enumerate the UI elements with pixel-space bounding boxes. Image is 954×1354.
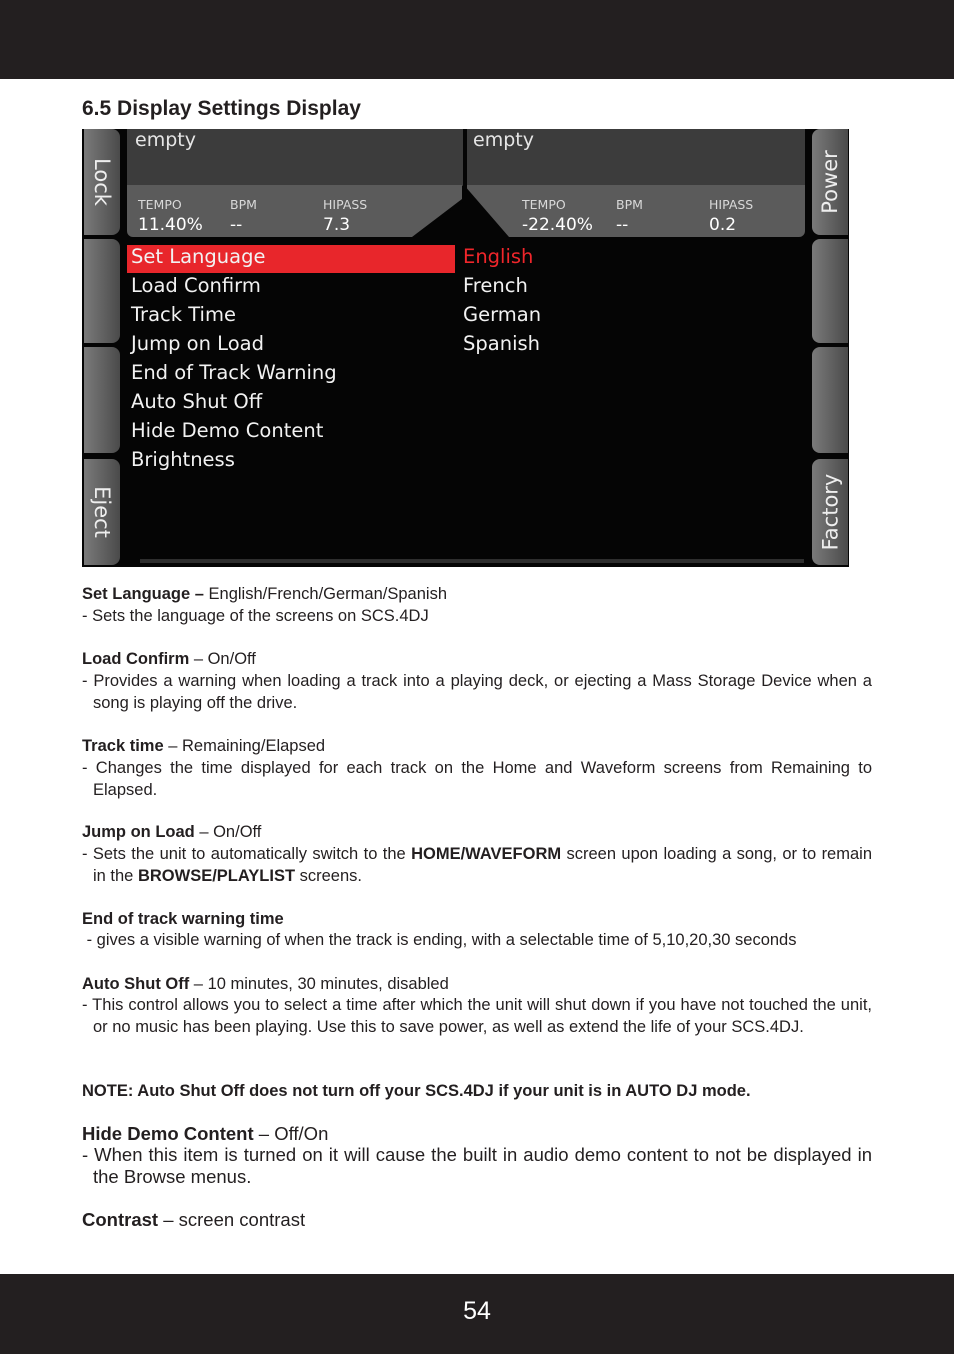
menu-item-auto-shut-off[interactable]: Auto Shut Off [131, 390, 263, 413]
menu-item-track-time[interactable]: Track Time [131, 303, 236, 326]
deck-a-hipass-label: HIPASS [323, 197, 368, 212]
device-screen [82, 129, 849, 567]
page-title: 6.5 Display Settings Display [82, 97, 361, 120]
right-soft-button-2[interactable] [812, 239, 848, 343]
notch-overlay [412, 185, 512, 237]
load-confirm-heading: Load Confirm – On/Off [82, 650, 256, 668]
menu-item-hide-demo-content[interactable]: Hide Demo Content [131, 419, 324, 442]
menu-item-set-language[interactable]: Set Language [131, 245, 266, 268]
left-soft-button-2[interactable] [84, 239, 120, 343]
deck-a-tempo: 11.40% [138, 215, 203, 235]
page-number: 54 [463, 1297, 491, 1325]
option-spanish[interactable]: Spanish [463, 332, 541, 355]
right-soft-button-3[interactable] [812, 347, 848, 453]
hide-demo-desc: - When this item is turned on it will cause the built in audio demo content to not be displayed in the Browse menus. [82, 1144, 872, 1187]
power-button[interactable] [812, 129, 848, 235]
factory-button[interactable] [812, 459, 848, 565]
jump-on-load-desc: - Sets the unit to automatically switch to the HOME/WAVEFORM screen upon loading a song, or to remain in the BROWSE/PLAYLIST screens. [82, 845, 873, 885]
screen-scrollbar [140, 559, 804, 563]
eject-button[interactable] [84, 459, 120, 565]
set-language-desc: - Sets the language of the screens on SCS.4DJ [82, 607, 429, 625]
deck-b-tempo-label: TEMPO [522, 197, 566, 212]
deck-a-bpm: -- [230, 215, 243, 235]
set-language-heading: Set Language – English/French/German/Spanish [82, 585, 447, 603]
menu-item-end-of-track-warning[interactable]: End of Track Warning [131, 361, 337, 384]
menu-item-jump-on-load[interactable]: Jump on Load [131, 332, 264, 355]
deck-b-hipass: 0.2 [709, 215, 737, 235]
hide-demo-heading: Hide Demo Content – Off/On [82, 1123, 329, 1144]
top-bar [0, 0, 954, 79]
power-label: Power [818, 150, 842, 214]
deck-a-track: empty [135, 129, 196, 151]
deck-b-track: empty [473, 129, 534, 151]
deck-b-tempo: -22.40% [522, 215, 593, 235]
deck-a-bpm-label: BPM [230, 197, 257, 212]
auto-shut-off-note: NOTE: Auto Shut Off does not turn off your SCS.4DJ if your unit is in AUTO DJ mode. [82, 1082, 751, 1100]
deck-b-panel [467, 129, 805, 237]
option-german[interactable]: German [463, 303, 542, 326]
factory-label: Factory [818, 473, 842, 551]
lock-button[interactable] [84, 129, 120, 235]
load-confirm-desc: - Provides a warning when loading a track into a playing deck, or ejecting a Mass Storage Device when a song is playing off the drive. [82, 672, 872, 712]
track-time-heading: Track time – Remaining/Elapsed [82, 737, 326, 755]
jump-on-load-heading: Jump on Load – On/Off [82, 823, 262, 841]
track-time-desc: - Changes the time displayed for each track on the Home and Waveform screens from Remaining to Elapsed. [82, 759, 872, 799]
option-french[interactable]: French [463, 274, 528, 297]
deck-a-tempo-label: TEMPO [138, 197, 182, 212]
deck-b-bpm: -- [616, 215, 629, 235]
menu-item-brightness[interactable]: Brightness [131, 448, 235, 471]
auto-shut-off-heading: Auto Shut Off – 10 minutes, 30 minutes, disabled [82, 975, 449, 993]
eject-label: Eject [90, 486, 114, 538]
menu-item-load-confirm[interactable]: Load Confirm [131, 274, 261, 297]
contrast-heading: Contrast – screen contrast [82, 1209, 306, 1230]
lock-label: Lock [90, 158, 115, 206]
deck-b-bpm-label: BPM [616, 197, 643, 212]
end-of-track-desc: - gives a visible warning of when the track is ending, with a selectable time of 5,10,20,30 seconds [82, 931, 797, 949]
deck-a-hipass: 7.3 [323, 215, 351, 235]
deck-b-hipass-label: HIPASS [709, 197, 754, 212]
option-english[interactable]: English [463, 245, 534, 268]
end-of-track-heading: End of track warning time [82, 910, 284, 928]
auto-shut-off-desc: - This control allows you to select a time after which the unit will shut down if you have not touched the unit, or no music has been playing. Use this to save power, as well as extend the life of your SCS.4DJ. [82, 996, 872, 1036]
left-soft-button-3[interactable] [84, 347, 120, 453]
